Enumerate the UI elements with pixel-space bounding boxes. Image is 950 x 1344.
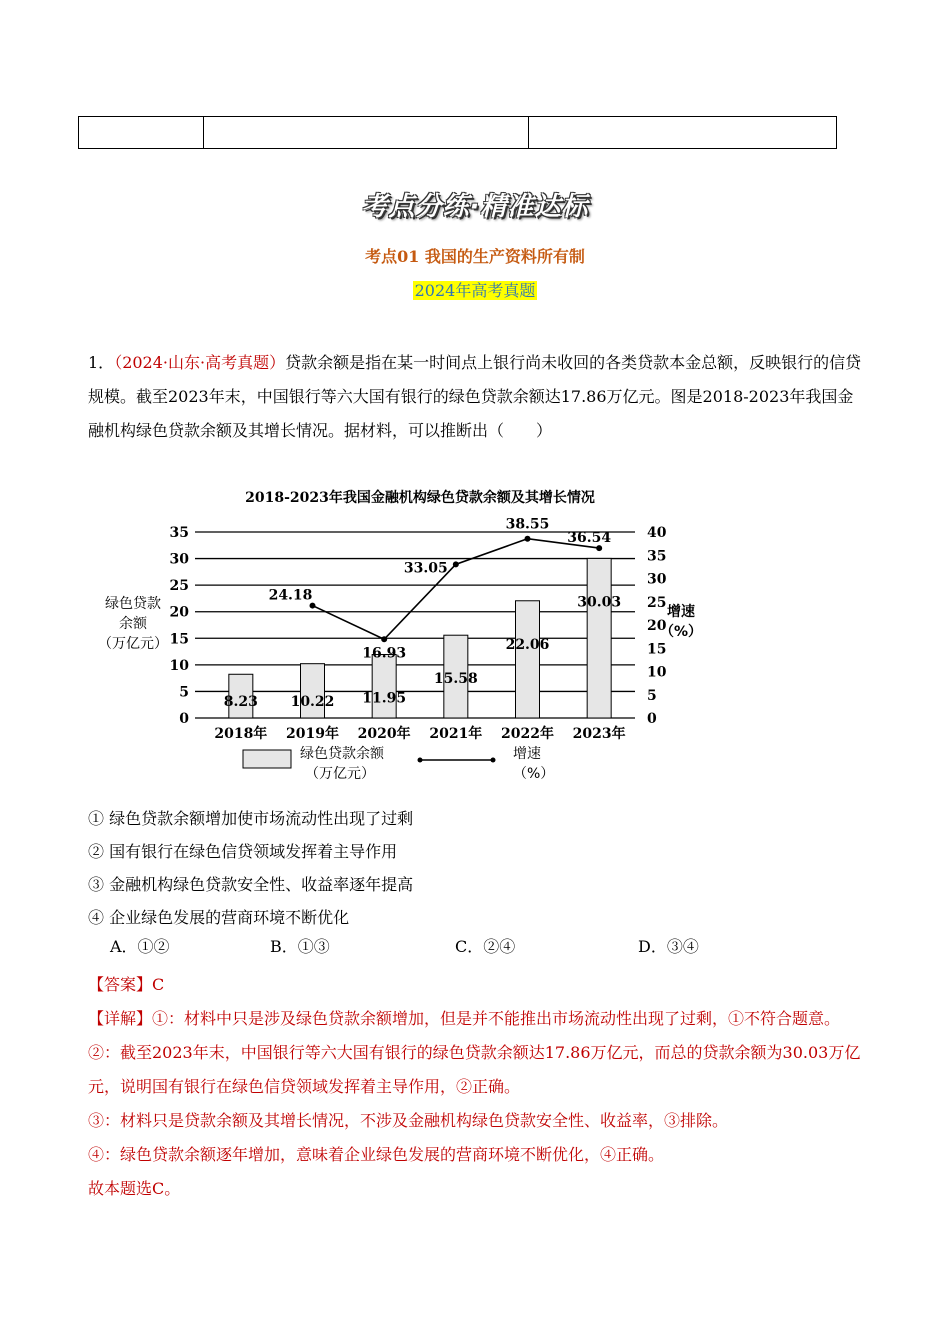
y-tick-right: 0 — [647, 711, 657, 727]
bar — [587, 558, 611, 718]
choice-a[interactable]: A．①② — [110, 937, 170, 956]
subheading-text: 2024年高考真题 — [414, 281, 536, 300]
y-axis-left-label: 绿色贷款余额（万亿元） — [98, 596, 168, 652]
x-tick-label: 2020年 — [357, 726, 411, 742]
legend-line-dot — [418, 758, 423, 763]
answer-detail: ④：绿色贷款余额逐年增加，意味着企业绿色发展的营商环境不断优化，④正确。 — [88, 1145, 665, 1164]
y-tick-right: 20 — [647, 618, 667, 634]
answer-detail: 【详解】①：材料中只是涉及绿色贷款余额增加，但是并不能推出市场流动性出现了过剩，①不符合题意。 — [88, 1009, 841, 1028]
chart-legend — [243, 745, 554, 782]
legend-line-label-2: （%） — [513, 766, 555, 782]
loan-chart — [95, 480, 715, 790]
y-tick-left: 20 — [169, 604, 189, 621]
answer-section — [88, 968, 878, 1206]
legend-line-dot — [491, 758, 496, 763]
growth-point — [525, 536, 531, 542]
y-tick-left: 0 — [179, 711, 189, 727]
growth-label: 38.55 — [505, 516, 550, 533]
bar-label: 10.22 — [290, 694, 335, 710]
bar-label: 22.06 — [505, 636, 550, 653]
x-tick-label: 2018年 — [214, 726, 268, 742]
y-tick-right: 25 — [647, 594, 667, 611]
y-tick-left: 5 — [179, 684, 189, 701]
header-cell — [529, 117, 837, 149]
growth-label: 36.54 — [567, 530, 612, 547]
bar — [516, 601, 540, 718]
bar — [372, 654, 396, 718]
statement-item: ① 绿色贷款余额增加使市场流动性出现了过剩 — [88, 809, 414, 828]
bar-label: 8.23 — [223, 694, 258, 710]
y-axis-left — [170, 525, 190, 727]
section-banner: 考点分练·精准达标 — [361, 192, 589, 222]
growth-point — [381, 636, 387, 642]
question-number: 1． — [88, 353, 115, 372]
bar-label: 11.95 — [362, 690, 407, 707]
y-tick-right: 10 — [647, 664, 667, 681]
y-tick-right: 5 — [647, 687, 657, 704]
x-tick-label: 2021年 — [429, 726, 483, 742]
statement-item: ④ 企业绿色发展的营商环境不断优化 — [88, 908, 350, 927]
choice-b[interactable]: B．①③ — [270, 937, 330, 956]
statement-list — [88, 802, 413, 934]
y-axis-right-label: 增速（%） — [659, 604, 703, 640]
legend-line-label-1: 增速 — [513, 746, 541, 762]
answer-final: 故本题选C。 — [88, 1179, 181, 1198]
answer-choices — [110, 934, 810, 962]
y-tick-right: 35 — [647, 548, 667, 565]
y-tick-left: 15 — [169, 631, 189, 648]
growth-point — [453, 561, 459, 567]
header-cell — [79, 117, 204, 149]
answer-detail: ②：截至2023年末，中国银行等六大国有银行的绿色贷款余额达17.86万亿元，而总的贷款余额为30.03万亿元，说明国有银行在绿色信贷领域发挥着主导作用，②正确。 — [88, 1043, 861, 1096]
growth-label: 24.18 — [268, 587, 313, 604]
y-tick-left: 10 — [169, 657, 189, 674]
y-tick-left: 35 — [169, 525, 189, 541]
y-tick-right: 40 — [647, 525, 667, 541]
legend-bar-swatch — [243, 750, 291, 768]
x-tick-label: 2019年 — [286, 726, 339, 742]
x-tick-label: 2022年 — [501, 726, 554, 742]
bar-label: 15.58 — [433, 671, 478, 688]
growth-label: 33.05 — [403, 560, 448, 577]
x-tick-label: 2023年 — [572, 726, 626, 742]
y-tick-right: 15 — [647, 641, 667, 658]
bar-label: 30.03 — [577, 594, 622, 611]
question-text: 贷款余额是指在某一时间点上银行尚未收回的各类贷款本金总额，反映银行的信贷规模。截至2023年末，中国银行等六大国有银行的绿色贷款余额达17.86万亿元。图是2018-2023年我国金融机构绿色贷款余额及其增长情况。据材料，可以推断出（ ） — [88, 353, 862, 440]
question-1 — [88, 346, 868, 448]
topic-title: 考点01 我国的生产资料所有制 — [365, 247, 585, 266]
y-tick-left: 25 — [169, 578, 189, 595]
choice-d[interactable]: D．③④ — [638, 937, 699, 956]
legend-bar-label-1: 绿色贷款余额 — [300, 746, 384, 762]
header-table — [78, 116, 837, 149]
question-source: （2024·山东·高考真题） — [114, 353, 286, 372]
y-tick-right: 30 — [647, 571, 667, 588]
answer-detail: ③：材料只是贷款余额及其增长情况，不涉及金融机构绿色贷款安全性、收益率，③排除。 — [88, 1111, 729, 1130]
chart-title: 2018-2023年我国金融机构绿色贷款余额及其增长情况 — [245, 490, 595, 506]
header-cell — [204, 117, 529, 149]
subheading — [0, 278, 950, 301]
y-tick-left: 30 — [169, 551, 189, 568]
choice-c[interactable]: C．②④ — [455, 937, 516, 956]
growth-label: 16.93 — [362, 645, 407, 662]
statement-item: ③ 金融机构绿色贷款安全性、收益率逐年提高 — [88, 875, 414, 894]
statement-item: ② 国有银行在绿色信贷领域发挥着主导作用 — [88, 842, 398, 861]
legend-bar-label-2: （万亿元） — [305, 766, 375, 782]
growth-line — [313, 539, 600, 640]
answer-label: 【答案】C — [88, 975, 165, 994]
